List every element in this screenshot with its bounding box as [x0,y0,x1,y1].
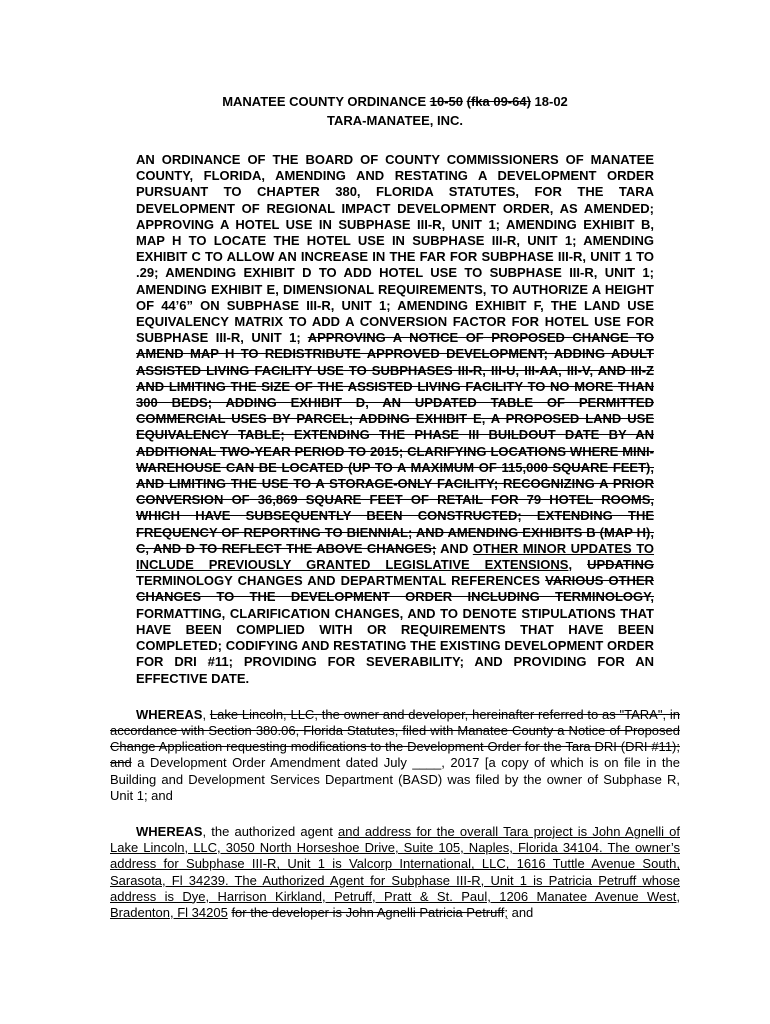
inserted-agent-address-text: and address for the overall Tara project is John Agnelli of Lake Lincoln, LLC, 3050 North Horseshoe Drive, Suite 105, Naples, Florida 34104. The owner’s address for Subphase III-R, Unit 1 is Valcorp International, LLC, 1616 Tuttle Avenue South, Sarasota, Fl 34239. The Authorized Agent for Subphase III-R, Unit 1 is Patricia Petruff whose address is Dye, Harrison Kirkland, Petruff, Pratt & St. Paul, 1206 Manatee Avenue West, Bradenton, Fl 34205 [110,823,680,920]
whereas-paragraph-1: WHEREAS, Lake Lincoln, LLC, the owner and developer, hereinafter referred to as "TARA", in accordance with Section 380.06, Florida Statutes, filed with Manatee County a Notice of Proposed Change Application requesting modifications to the Development Order for the Tara DRI (DRI #11); and a Development Order Amendment dated July ____, 2017 [a copy of which is on file in the Building and Development Services Department (BASD) was filed by the owner of Subphase R, Unit 1; and [110,706,680,803]
whereas-lead: WHEREAS [136,706,203,722]
struck-developer-text: for the developer is John Agnelli Patricia Petruff [231,904,505,920]
struck-whereas-text: Lake Lincoln, LLC, the owner and developer, hereinafter referred to as "TARA", in accordance with Section 380.06, Florida Statutes, filed with Manatee County a Notice of Proposed Change Application requesting modifications to the Development Order for the Tara DRI (DRI #11); and [110,706,680,771]
ordinance-heading [110,92,680,130]
struck-updating: UPDATING [587,557,654,573]
heading-line-1: MANATEE COUNTY ORDINANCE 10-50 (fka 09-64) 18-02 [222,94,568,109]
whereas-paragraph-2: WHEREAS, the authorized agent and address for the overall Tara project is John Agnelli of Lake Lincoln, LLC, 3050 North Horseshoe Drive, Suite 105, Naples, Florida 34104. The owner’s address for Subphase III-R, Unit 1 is Valcorp International, LLC, 1616 Tuttle Avenue South, Sarasota, Fl 34239. The Authorized Agent for Subphase III-R, Unit 1 is Patricia Petruff whose address is Dye, Harrison Kirkland, Petruff, Pratt & St. Paul, 1206 Manatee Avenue West, Bradenton, Fl 34205 for the developer is John Agnelli Patricia Petruff; and [110,823,680,920]
struck-abstract-text: APPROVING A NOTICE OF PROPOSED CHANGE TO AMEND MAP H TO REDISTRIBUTE APPROVED DEVELOPMENT; ADDING ADULT ASSISTED LIVING FACILITY USE TO SUBPHASES III-R, III-U, III-AA, III-V, AND III-Z AND LIMITING THE SIZE OF THE ASSISTED LIVING FACILITY TO NO MORE THAN 300 BEDS; ADDING EXHIBIT D, AN UPDATED TABLE OF PERMITTED COMMERCIAL USES BY PARCEL; ADDING EXHIBIT E, A PROPOSED LAND USE EQUIVALENCY TABLE; EXTENDING THE PHASE III BUILDOUT DATE BY AN ADDITIONAL TWO-YEAR PERIOD TO 2015; CLARIFYING LOCATIONS WHERE MINI-WAREHOUSE CAN BE LOCATED (UP TO A MAXIMUM OF 115,000 SQUARE FEET), AND LIMITING THE USE TO A STORAGE-ONLY FACILITY; RECOGNIZING A PRIOR CONVERSION OF 36,869 SQUARE FEET OF RETAIL FOR 79 HOTEL ROOMS, WHICH HAVE SUBSEQUENTLY BEEN CONSTRUCTED; EXTENDING THE FREQUENCY OF REPORTING TO BIENNIAL; AND AMENDING EXHIBITS B (MAP H), C, AND D TO REFLECT THE ABOVE CHANGES; [136,330,655,556]
inserted-abstract-text: OTHER MINOR UPDATES TO INCLUDE PREVIOUSLY GRANTED LEGISLATIVE EXTENSIONS [136,540,655,573]
whereas-lead: WHEREAS [136,823,203,839]
struck-ordinance-number: 10-50 [429,94,463,109]
ordinance-abstract: AN ORDINANCE OF THE BOARD OF COUNTY COMMISSIONERS OF MANATEE COUNTY, FLORIDA, AMENDING AND RESTATING A DEVELOPMENT ORDER PURSUANT TO CHAPTER 380, FLORIDA STATUTES, FOR THE TARA DEVELOPMENT OF REGIONAL IMPACT DEVELOPMENT ORDER, AS AMENDED; APPROVING A HOTEL USE IN SUBPHASE III-R, UNIT 1; AMENDING EXHIBIT B, MAP H TO LOCATE THE HOTEL USE IN SUBPHASE III-R, UNIT 1; AMENDING EXHIBIT C TO ALLOW AN INCREASE IN THE FAR FOR SUBPHASE III-R, UNIT 1 TO .29; AMENDING EXHIBIT D TO ADD HOTEL USE TO SUBPHASE III-R, UNIT 1; AMENDING EXHIBIT E, DIMENSIONAL REQUIREMENTS, TO AUTHORIZE A HEIGHT OF 44’6” ON SUBPHASE III-R, UNIT 1; AMENDING EXHIBIT F, THE LAND USE EQUIVALENCY MATRIX TO ADD A CONVERSION FACTOR FOR HOTEL USE FOR SUBPHASE III-R, UNIT 1; APPROVING A NOTICE OF PROPOSED CHANGE TO AMEND MAP H TO REDISTRIBUTE APPROVED DEVELOPMENT; ADDING ADULT ASSISTED LIVING FACILITY USE TO SUBPHASES III-R, III-U, III-AA, III-V, AND III-Z AND LIMITING THE SIZE OF THE ASSISTED LIVING FACILITY TO NO MORE THAN 300 BEDS; ADDING EXHIBIT D, AN UPDATED TABLE OF PERMITTED COMMERCIAL USES BY PARCEL; ADDING EXHIBIT E, A PROPOSED LAND USE EQUIVALENCY TABLE; EXTENDING THE PHASE III BUILDOUT DATE BY AN ADDITIONAL TWO-YEAR PERIOD TO 2015; CLARIFYING LOCATIONS WHERE MINI-WAREHOUSE CAN BE LOCATED (UP TO A MAXIMUM OF 115,000 SQUARE FEET), AND LIMITING THE USE TO A STORAGE-ONLY FACILITY; RECOGNIZING A PRIOR CONVERSION OF 36,869 SQUARE FEET OF RETAIL FOR 79 HOTEL ROOMS, WHICH HAVE SUBSEQUENTLY BEEN CONSTRUCTED; EXTENDING THE FREQUENCY OF REPORTING TO BIENNIAL; AND AMENDING EXHIBITS B (MAP H), C, AND D TO REFLECT THE ABOVE CHANGES; AND OTHER MINOR UPDATES TO INCLUDE PREVIOUSLY GRANTED LEGISLATIVE EXTENSIONS, UPDATING TERMINOLOGY CHANGES AND DEPARTMENTAL REFERENCES VARIOUS OTHER CHANGES TO THE DEVELOPMENT ORDER INCLUDING TERMINOLOGY, FORMATTING, CLARIFICATION CHANGES, AND TO DENOTE STIPULATIONS THAT HAVE BEEN COMPLIED WITH OR REQUIREMENTS THAT HAVE BEEN COMPLETED; CODIFYING AND RESTATING THE EXISTING DEVELOPMENT ORDER FOR DRI #11; PROVIDING FOR SEVERABILITY; AND PROVIDING FOR AN EFFECTIVE DATE. [136,152,655,686]
struck-fka-number: (fka 09-64) [466,94,531,109]
struck-various-changes: VARIOUS OTHER CHANGES TO THE DEVELOPMENT ORDER INCLUDING TERMINOLOGY, [136,573,654,605]
heading-line-2: TARA-MANATEE, INC. [326,113,463,128]
